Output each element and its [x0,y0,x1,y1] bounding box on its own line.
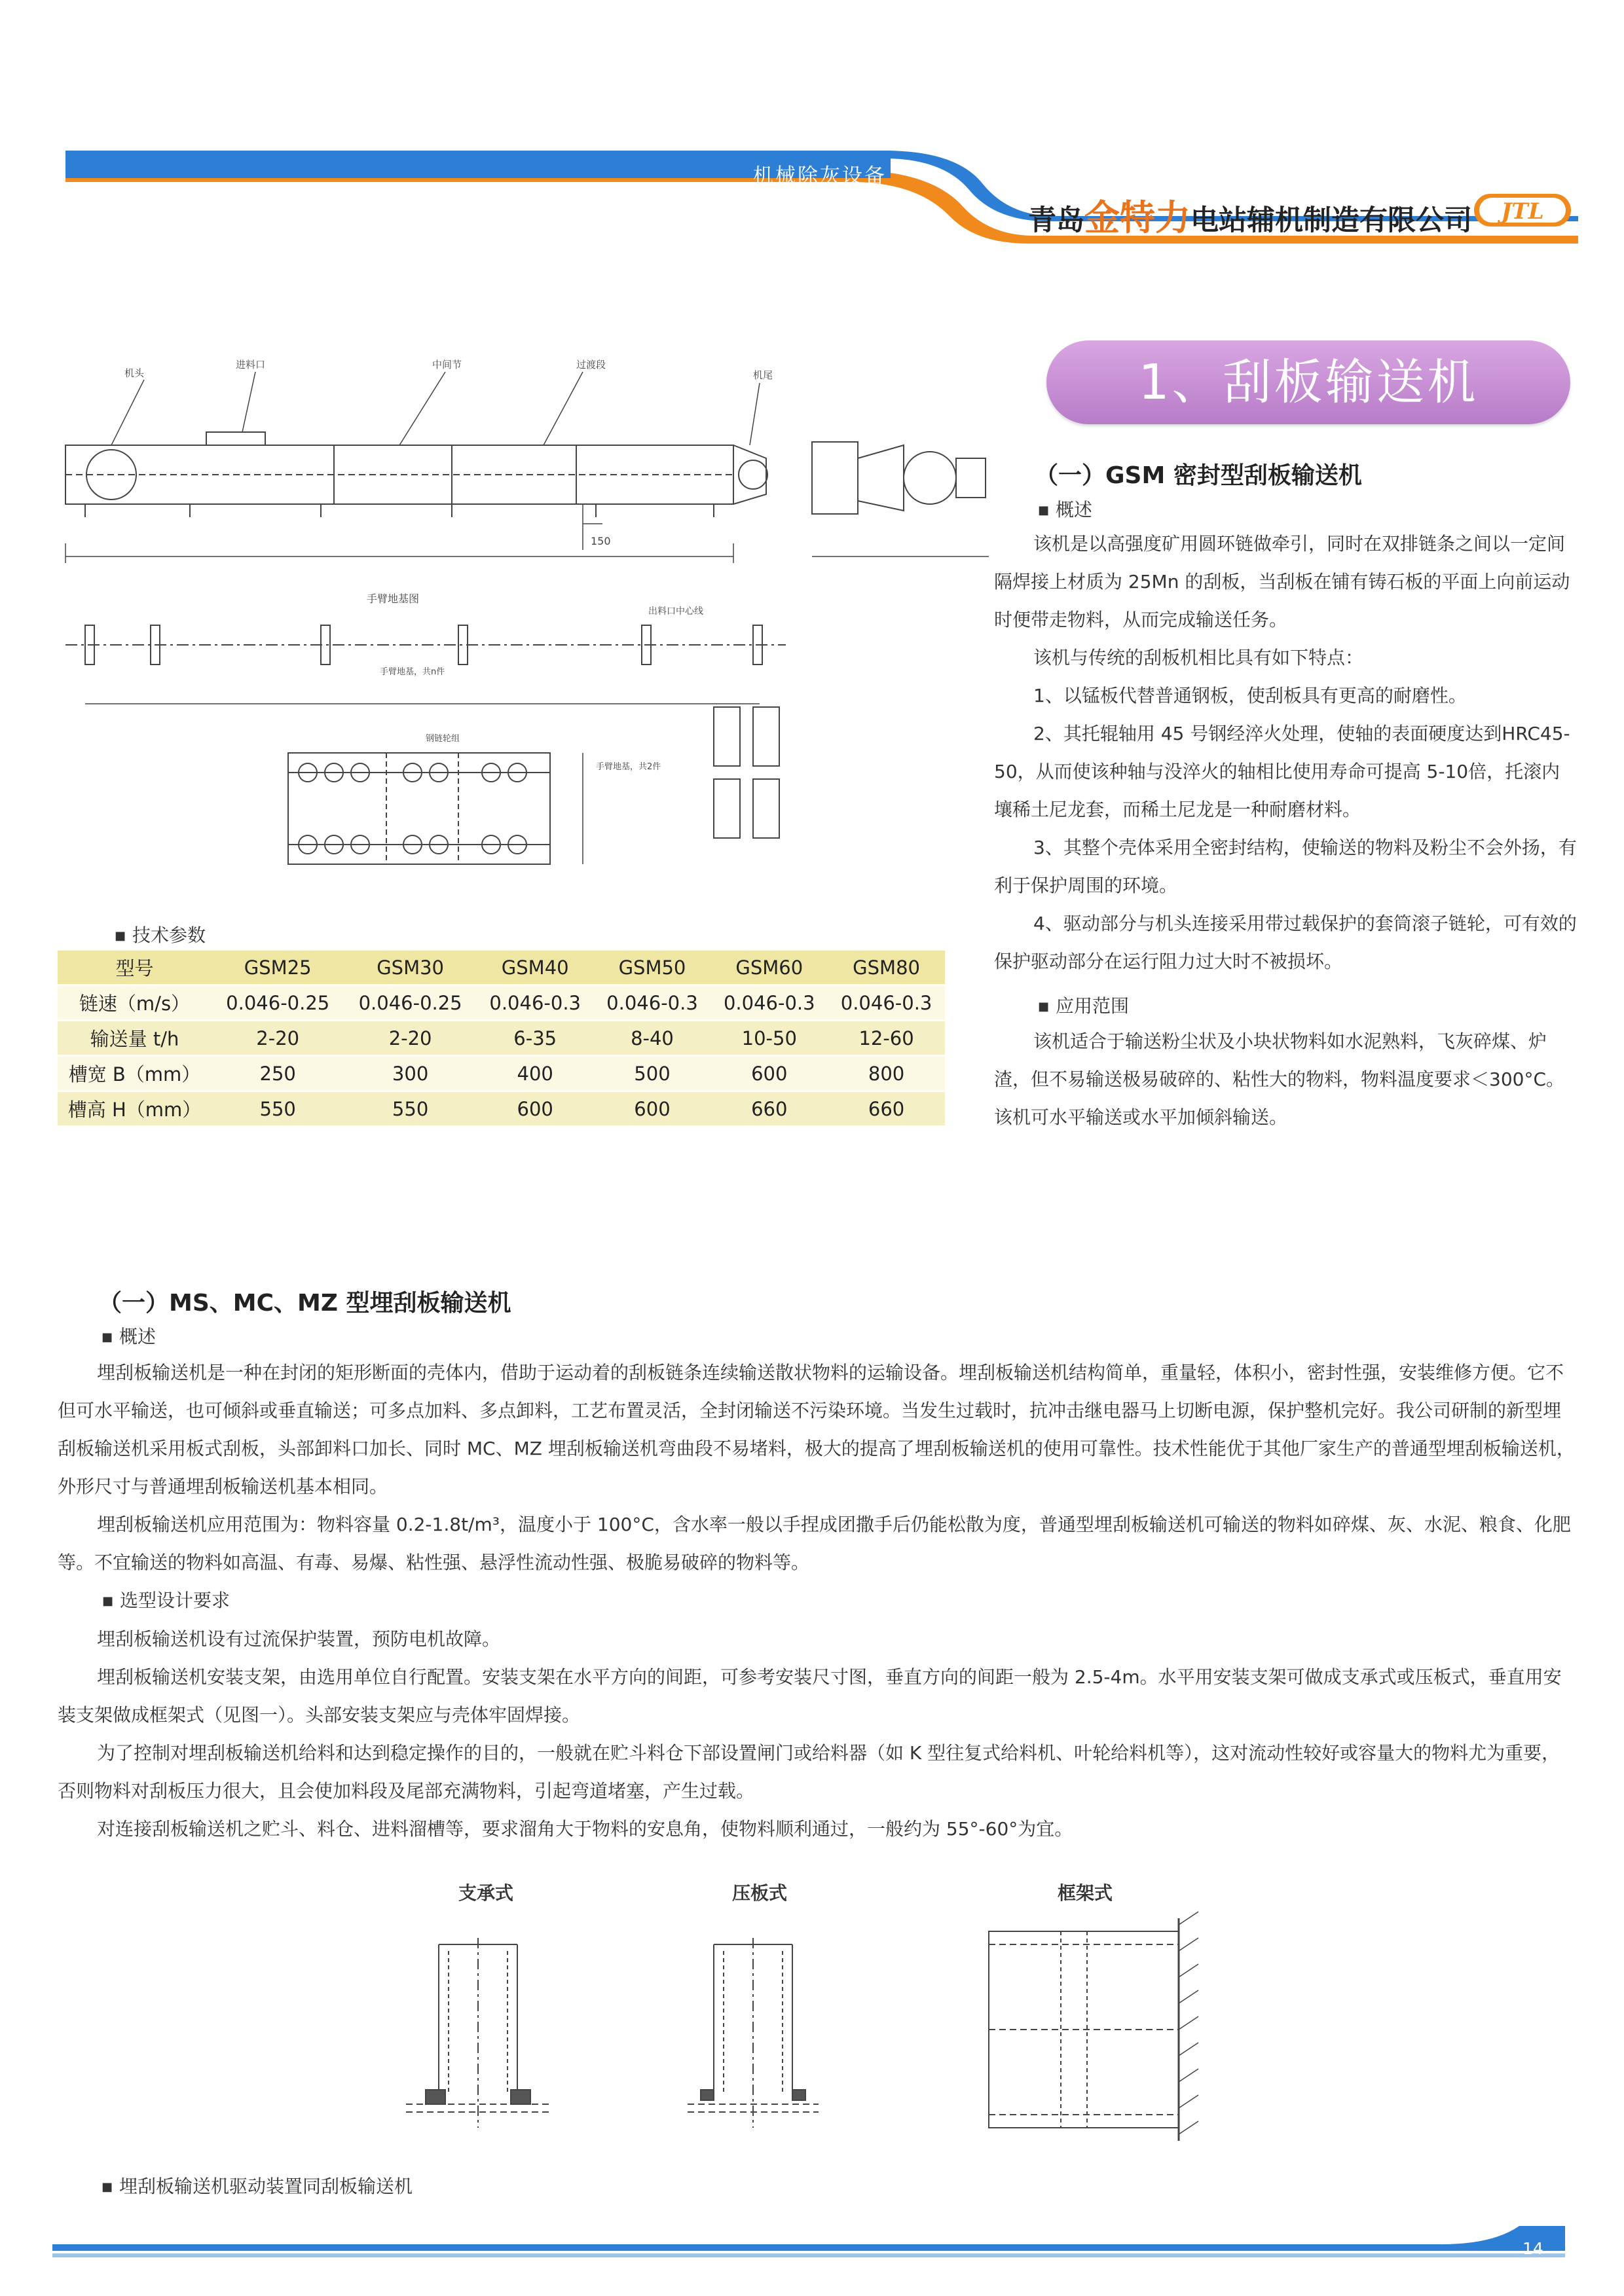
table-cell: GSM25 [212,951,344,985]
table-cell: 0.046-0.25 [344,985,476,1021]
table-row-label: 槽高 H（mm） [58,1091,212,1127]
jtl-logo [1470,190,1575,230]
support-diagram [399,1918,557,2141]
foundation-plan [65,625,786,704]
table-cell: 2-20 [212,1021,344,1056]
label-foundation: 手臂地基图 [367,592,420,605]
gsm-application-heading: ■ 应用范围 [1038,992,1129,1018]
gsm-overview-heading: ■ 概述 [1038,496,1092,522]
table-cell: 6-35 [477,1021,594,1056]
gsm-overview-paragraph: 该机是以高强度矿用圆环链做牵引，同时在双排链条之间以一定间隔焊接上材质为 25Mn 的刮板，当刮板在铺有铸石板的平面上向前运动时便带走物料，从而完成输送任务。 [994,533,1570,630]
ms-paragraph: 埋刮板输送机是一种在封闭的矩形断面的壳体内，借助于运动着的刮板链条连续输送散状物料的运输设备。埋刮板输送机结构简单，重量轻，体积小，密封性强，安装维修方便。它不但可水平输送，也可倾斜或垂直输送；可多点加料、多点卸料，工艺布置灵活，全封闭输送不污染环境。当发生过载时，抗冲击继电器马上切断电源，保护整机完好。我公司研制的新型埋刮板输送机采用板式刮板，头部卸料口加长、同时 MC、MZ 埋刮板输送机弯曲段不易堵料，极大的提高了埋刮板输送机的使用可靠性。技术性能优于其他厂家生产的普通型埋刮板输送机，外形尺寸与普通埋刮板输送机基本相同。 [58,1362,1575,1497]
table-row [58,1056,945,1091]
table-cell: 2-20 [344,1021,476,1056]
table-row [58,985,945,1021]
dim-150: 150 [591,535,611,547]
table-cell: GSM50 [594,951,711,985]
table-cell: GSM80 [828,951,945,985]
tech-params-table [58,951,945,1127]
table-row-label: 链速（m/s） [58,985,212,1021]
table-cell: 800 [828,1056,945,1091]
ms-paragraph: 埋刮板输送机应用范围为：物料容量 0.2-1.8t/m³，温度小于 100°C，含水率一般以手捏成团撒手后仍能松散为度，普通型埋刮板输送机可输送的物料如碎煤、灰、水泥、粮食、化肥等。不宜输送的物料如高温、有毒、易爆、粘性强、悬浮性流动性强、极脆易破碎的物料等。 [58,1514,1571,1573]
table-cell: 550 [212,1091,344,1127]
company-prefix: 青岛 [1028,204,1084,237]
label-outlet-center: 出料口中心线 [648,606,703,617]
label-transition: 过渡段 [576,359,606,371]
pressure-diagram [674,1918,832,2141]
label-foundation-2: 手臂地基，共2件 [596,762,661,772]
ms-overview-heading: ■ 概述 [101,1322,156,1349]
table-row-label: 槽宽 B（mm） [58,1056,212,1091]
small-foundation [714,707,779,838]
label-chain-wheel: 钢链轮组 [426,734,460,744]
table-row [58,1091,945,1127]
table-cell: 8-40 [594,1021,711,1056]
gsm-overview-paragraph: 3、其整个壳体采用全密封结构，使输送的物料及粉尘不会外扬，有利于保护周围的环境。 [994,837,1577,896]
pressure-diagram-label: 压板式 [732,1882,788,1904]
table-cell: 0.046-0.25 [212,985,344,1021]
ms-design-paragraph: 埋刮板输送机设有过流保护装置，预防电机故障。 [97,1628,501,1650]
gsm-overview [994,525,1577,981]
table-cell: 0.046-0.3 [828,985,945,1021]
ms-design-heading: ■ 选型设计要求 [58,1582,1577,1620]
table-cell: GSM30 [344,951,476,985]
logo-text: JTL [1501,198,1544,225]
table-cell: 660 [710,1091,828,1127]
table-row [58,1021,945,1056]
frame-diagram [976,1905,1218,2167]
conveyor-side-view [65,432,767,563]
table-cell: 600 [477,1091,594,1127]
ms-title: （一）MS、MC、MZ 型埋刮板输送机 [98,1290,511,1317]
support-diagram-label: 支承式 [458,1882,514,1904]
label-tail: 机尾 [753,369,773,381]
frame-diagram-label: 框架式 [1058,1882,1113,1904]
ms-design-paragraph: 埋刮板输送机安装支架，由选用单位自行配置。安装支架在水平方向的间距，可参考安装尺寸图，垂直方向的间距一般为 2.5-4m。水平用安装支架可做成支承式或压板式，垂直用安装支架做成框架式（见图一）。头部安装支架应与壳体牢固焊接。 [58,1666,1562,1726]
company-brand: 金特力 [1084,197,1190,238]
table-cell: 0.046-0.3 [477,985,594,1021]
ms-body [58,1354,1577,1848]
gsm-title: （一）GSM 密封型刮板输送机 [1035,462,1362,489]
table-row-label: 型号 [58,951,212,985]
table-cell: 0.046-0.3 [594,985,711,1021]
section-title: 1、刮板输送机 [1046,340,1570,424]
table-cell: 660 [828,1091,945,1127]
label-head: 机头 [124,367,145,379]
gsm-overview-paragraph: 2、其托辊轴用 45 号钢经淬火处理，使轴的表面硬度达到HRC45-50，从而使该种轴与没淬火的轴相比使用寿命可提高 5-10倍，托滚内壤稀土尼龙套，而稀土尼龙是一种耐磨材料。 [994,723,1570,820]
table-cell: 600 [710,1056,828,1091]
label-middle: 中间节 [432,359,462,371]
gsm-overview-paragraph: 该机与传统的刮板机相比具有如下特点： [1033,647,1364,668]
ms-design-paragraph: 为了控制对埋刮板输送机给料和达到稳定操作的目的，一般就在贮斗料仓下部设置闸门或给料器（如 K 型往复式给料机、叶轮给料机等），这对流动性较好或容量大的物料尤为重要，否则物料对刮板压力很大，且会使加料段及尾部充满物料，引起弯道堵塞，产生过载。 [58,1742,1560,1802]
gsm-application-paragraph: 该机适合于输送粉尘状及小块状物料如水泥熟料，飞灰碎煤、炉渣，但不易输送极易破碎的、粘性大的物料，物料温度要求＜300°C。该机可水平输送或水平加倾斜输送。 [994,1030,1564,1128]
gsm-overview-paragraph: 4、驱动部分与机头连接采用带过载保护的套筒滚子链轮，可有效的保护驱动部分在运行阻力过大时不被损坏。 [994,913,1577,972]
table-cell: 500 [594,1056,711,1091]
table-cell: GSM40 [477,951,594,985]
ms-design-paragraph: 对连接刮板输送机之贮斗、料仓、进料溜槽等，要求溜角大于物料的安息角，使物料顺利通过，一般约为 55°-60°为宜。 [97,1818,1073,1840]
tech-params-heading: ■ 技术参数 [115,921,206,947]
table-cell: 0.046-0.3 [710,985,828,1021]
table-row-label: 输送量 t/h [58,1021,212,1056]
drive-unit [812,442,989,556]
gsm-overview-paragraph: 1、以锰板代替普通钢板，使刮板具有更高的耐磨性。 [1033,685,1467,706]
chain-wheel-assembly [288,753,583,864]
table-cell: 250 [212,1056,344,1091]
table-cell: 12-60 [828,1021,945,1056]
footer-swoosh [0,2219,1624,2272]
label-foundation-n: 手臂地基，共n件 [380,667,445,677]
drive-note: ■ 埋刮板输送机驱动装置同刮板输送机 [101,2172,413,2198]
table-cell: 600 [594,1091,711,1127]
table-cell: 300 [344,1056,476,1091]
page-number: 14 [1522,2239,1543,2258]
company-suffix: 电站辅机制造有限公司 [1190,204,1472,237]
table-cell: GSM60 [710,951,828,985]
header-category: 机械除灰设备 [753,164,887,188]
table-cell: 400 [477,1056,594,1091]
table-cell: 550 [344,1091,476,1127]
conveyor-drawing [59,347,995,910]
gsm-application [994,1023,1577,1137]
company-name [1028,190,1472,240]
table-header-row [58,951,945,985]
table-cell: 10-50 [710,1021,828,1056]
label-inlet: 进料口 [236,359,266,371]
